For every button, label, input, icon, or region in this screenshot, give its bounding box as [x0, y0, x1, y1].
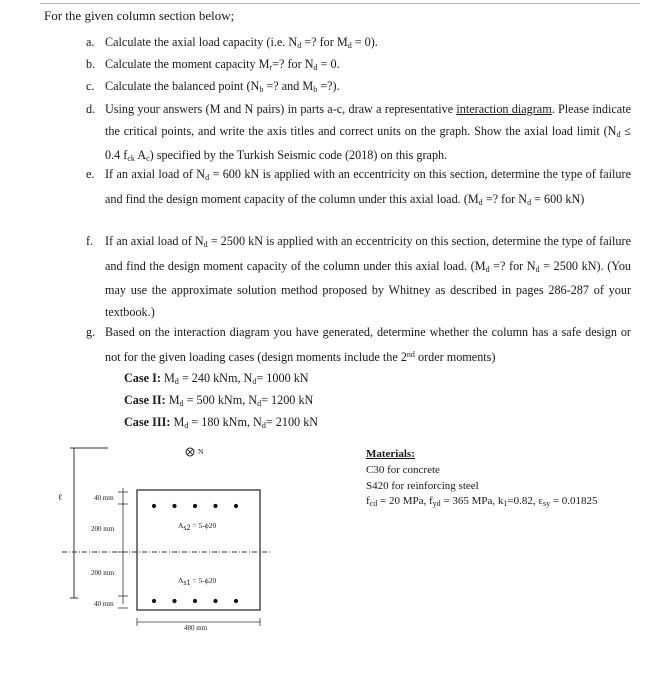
- bottom-bar-5: [234, 599, 238, 603]
- top-bar-4: [213, 504, 217, 508]
- question-d: [86, 99, 631, 170]
- question-c-text: Calculate the balanced point ($N_b$ =? and $M_b$ =?).: [105, 79, 340, 94]
- question-e: [86, 164, 631, 213]
- top-bar-1: [152, 504, 156, 508]
- case-1: [124, 371, 309, 386]
- top-bar-5: [234, 504, 238, 508]
- case-1-label: Case I:: [124, 371, 161, 385]
- top-steel-label: $A_{s2} = 5-\phi 20$: [178, 521, 217, 532]
- lower-distance-label: 200 mm: [91, 569, 115, 577]
- question-b-label: b.: [86, 57, 96, 71]
- question-a-label: a.: [86, 35, 95, 49]
- question-g: [86, 322, 631, 368]
- bottom-bar-4: [213, 599, 217, 603]
- material-properties: $f_{cd} = 20$ MPa, $f_{yd} = 365$ MPa, $k_1=0.82$, $\varepsilon_{sy} = 0.01825$: [366, 495, 598, 508]
- top-bar-2: [172, 504, 176, 508]
- question-c: [86, 76, 631, 101]
- case-3-label: Case III:: [124, 415, 171, 429]
- section-outline: [137, 490, 260, 610]
- concrete-spec: C30 for concrete: [366, 464, 440, 476]
- steel-spec: S420 for reinforcing steel: [366, 480, 479, 492]
- section-drawing: [0, 436, 647, 700]
- question-f: [86, 231, 631, 323]
- question-g-text: Based on the interaction diagram you have generated, determine whether the column has a safe design or not for the given loading cases (design moments include the 2nd order moments): [105, 325, 631, 364]
- question-d-label: d.: [86, 102, 96, 116]
- question-e-label: e.: [86, 167, 95, 181]
- case-3: [124, 415, 318, 430]
- question-b-text: Calculate the moment capacity $M_r=$? for $N_d = 0$.: [105, 57, 340, 72]
- upper-distance-label: 200 mm: [91, 525, 115, 533]
- materials-heading: Materials:: [366, 448, 415, 460]
- question-b: [86, 54, 631, 79]
- axial-load-label: N: [198, 447, 204, 456]
- question-a-text: Calculate the axial load capacity (i.e. $N_d$ =? for $M_d = 0$).: [105, 35, 378, 50]
- bottom-reinforcement: [152, 599, 238, 603]
- cover-top-label: 40 mm: [94, 494, 114, 502]
- case-3-text: $M_d = 180$ kNm, $N_d= 2100$ kN: [173, 415, 319, 430]
- case-2-text: $M_d = 500$ kNm, $N_d= 1200$ kN: [168, 393, 314, 408]
- problem-title: For the given column section below;: [44, 8, 235, 23]
- centerline-mark: ℓ: [58, 492, 63, 502]
- top-reinforcement: [152, 504, 238, 508]
- column-section-figure: [0, 436, 647, 700]
- case-2: [124, 393, 313, 408]
- cover-bottom-label: 40 mm: [94, 600, 114, 608]
- top-rule: [40, 3, 640, 4]
- bottom-bar-3: [193, 599, 197, 603]
- width-label: 480 mm: [184, 624, 208, 632]
- case-1-text: $M_d = 240$ kNm, $N_d= 1000$ kN: [163, 371, 309, 386]
- question-c-label: c.: [86, 79, 95, 93]
- case-2-label: Case II:: [124, 393, 166, 407]
- top-bar-3: [193, 504, 197, 508]
- question-f-label: f.: [86, 234, 94, 248]
- question-g-label: g.: [86, 325, 96, 339]
- question-f-text: If an axial load of $N_d = 2500$ kN is applied with an eccentricity on this section, determine the type of failure and find the design moment capacity of the column under this axial load. ($M_d$ =? for $N_d = 2500$ kN). (You may use the approximate solution method proposed by Whitney as described in pages 286-287 of your textbook.): [105, 234, 632, 319]
- question-e-text: If an axial load of $N_d = 600$ kN is applied with an eccentricity on this section, determine the type of failure and find the design moment capacity of the column under this axial load. ($M_d$ =? for $N_d = 600$ kN): [105, 167, 631, 207]
- bottom-bar-2: [172, 599, 176, 603]
- question-d-text: Using your answers (M and N pairs) in parts a-c, draw a representative interaction diagram. Please indicate the critical points, and write the axis titles and correct units on the graph. Show the axial load limit ($N_d \le 0.4$ $f_{ck}$ $A_c$) specified by the Turkish Seismic code (2018) on this graph.: [105, 102, 631, 163]
- bottom-bar-1: [152, 599, 156, 603]
- question-a: [86, 32, 631, 57]
- bottom-steel-label: $A_{s1} = 5-\phi 20$: [178, 576, 217, 587]
